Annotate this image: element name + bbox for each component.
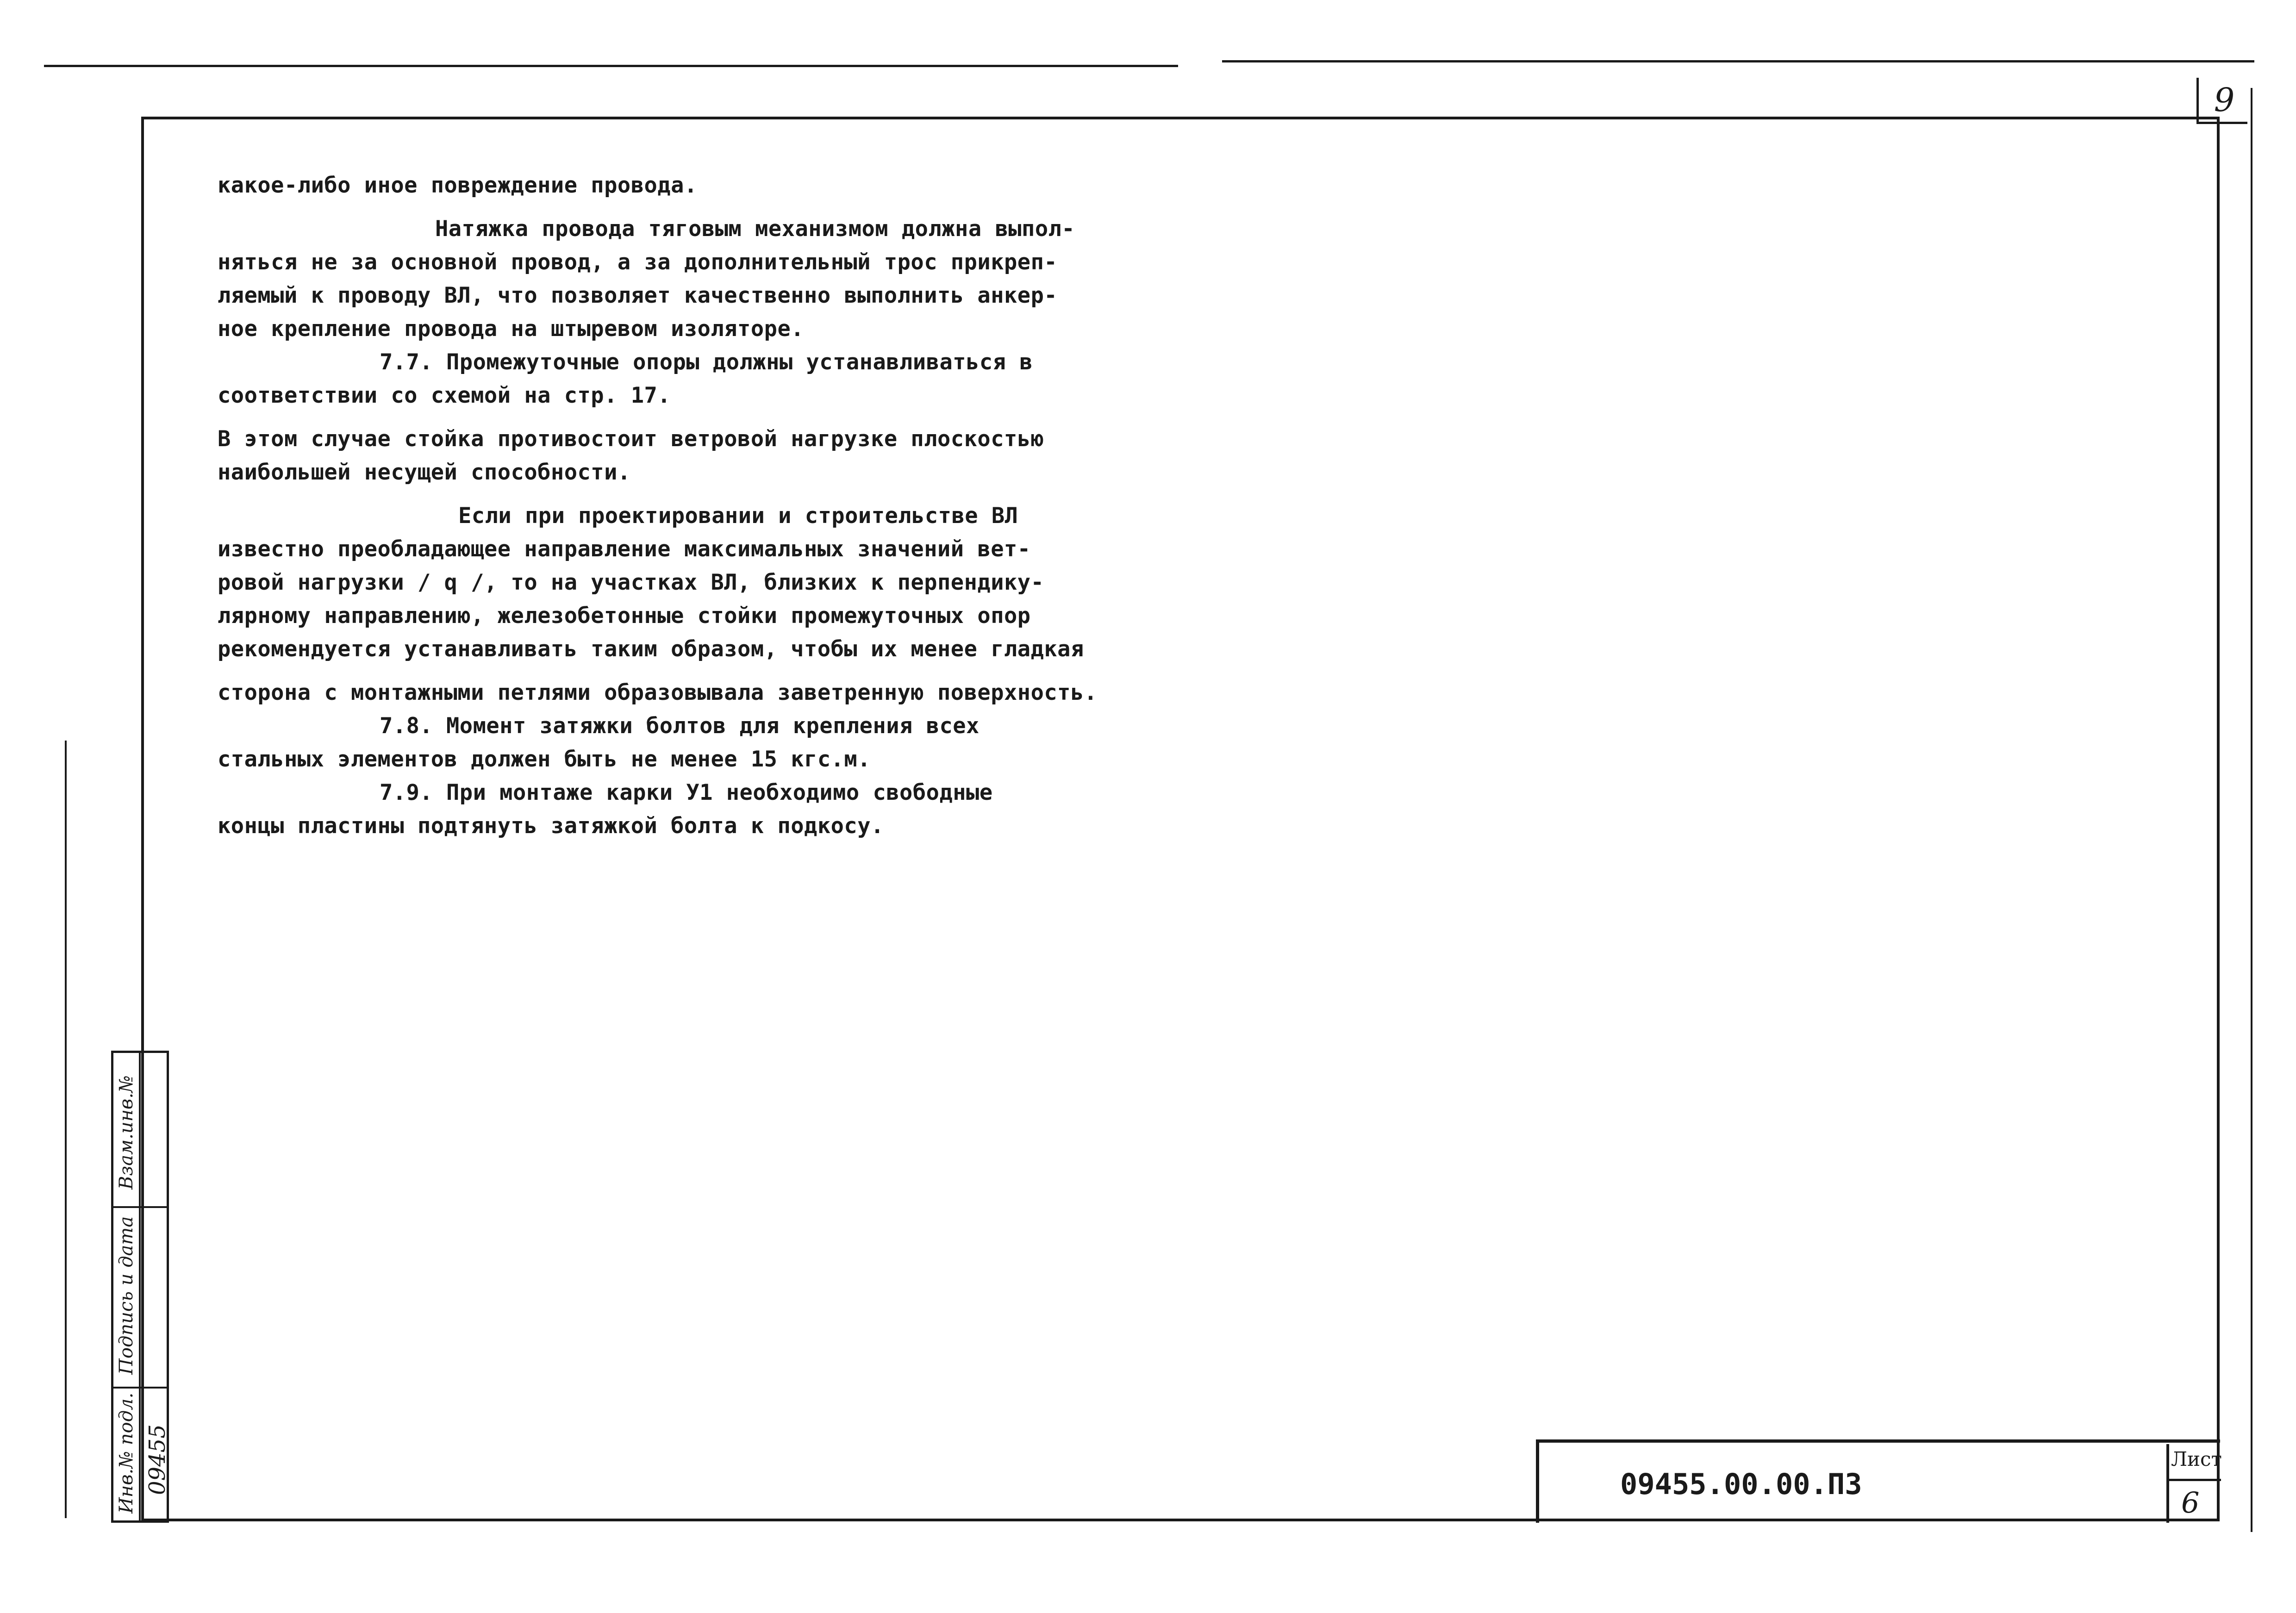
side-stamp-divider [139,1051,141,1523]
text-line: 7.9. При монтаже карки У1 необходимо свободные [380,780,993,805]
sheet-box-divider [2166,1479,2221,1481]
text-line: соответствии со схемой на стр. 17. [218,383,671,408]
text-line: няться не за основной провод, а за дополнительный трос прикреп- [218,249,1058,275]
inv-number-label: Инв.№ подл. [116,1392,137,1513]
text-line: В этом случае стойка противостоит ветровой нагрузке плоскостью [218,426,1044,452]
text-line: концы пластины подтянуть затяжкой болта к подкосу. [218,813,884,839]
text-line: Если при проектировании и строительстве ВЛ [458,503,1018,529]
text-line: наибольшей несущей способности. [218,460,631,485]
right-edge-line [2251,88,2252,1532]
text-line: ляемый к проводу ВЛ, что позволяет качественно выполнить анкер- [218,283,1058,308]
sheet-number: 6 [2181,1486,2200,1520]
text-line: 7.7. Промежуточные опоры должны устанавливаться в [380,349,1033,375]
text-line: рекомендуется устанавливать таким образом, чтобы их менее гладкая [218,636,1084,662]
top-edge-line-right [1222,60,2254,62]
top-edge-line-left [44,65,1178,67]
document-code: 09455.00.00.ПЗ [1620,1467,1862,1501]
text-line: сторона с монтажными петлями образовывала заветренную поверхность. [218,680,1098,705]
sign-date-label: Подпись и дата [116,1216,137,1375]
left-edge-line [65,741,67,1518]
text-line: Натяжка провода тяговым механизмом должна выпол- [435,216,1075,242]
page-number: 9 [2214,81,2235,119]
text-line: 7.8. Момент затяжки болтов для крепления всех [380,713,980,739]
text-line: ровой нагрузки / q /, то на участках ВЛ, близких к перпендику- [218,570,1044,595]
text-line: какое-либо иное повреждение провода. [218,173,698,198]
inv-number-value: 09455 [144,1424,170,1495]
text-line: ное крепление провода на штыревом изоляторе. [218,316,805,342]
text-line: известно преобладающее направление максимальных значений вет- [218,536,1031,562]
sheet-label: Лист [2171,1448,2222,1470]
replace-inv-label: Взам.инв.№ [116,1075,137,1190]
text-line: стальных элементов должен быть не менее 15 кгс.м. [218,747,871,772]
document-body [218,169,1125,843]
text-line: лярному направлению, железобетонные стойки промежуточных опор [218,603,1031,629]
